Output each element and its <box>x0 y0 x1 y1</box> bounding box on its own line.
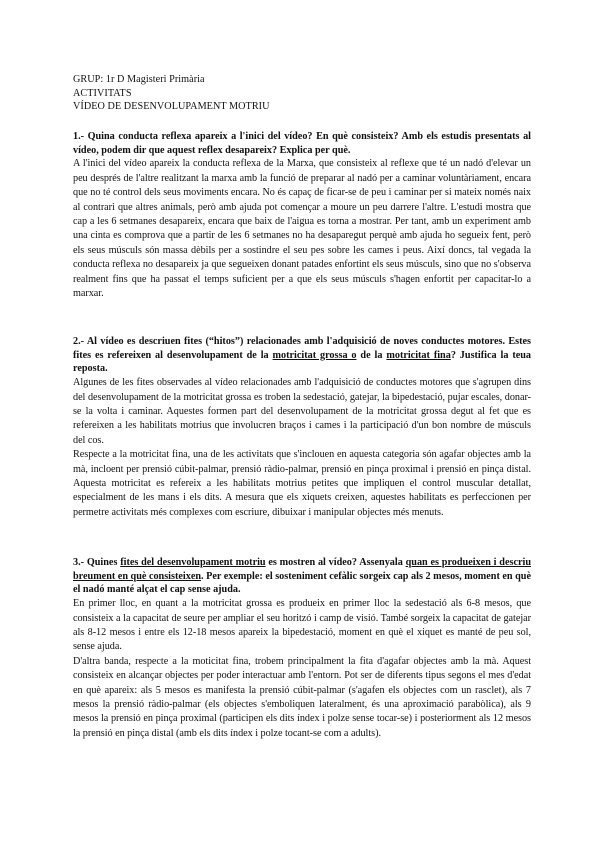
group-line: GRUP: 1r D Magisteri Primària <box>73 74 205 85</box>
document-header <box>73 73 533 114</box>
question-2-part1: 2.- Al vídeo es descriuen fites (“hitos”) relacionades amb l'adquisició de noves conductes motores. Estes fites es refereixen al desenvolupament de la <box>73 336 531 361</box>
answer-2-paragraph-2: Respecte a la motricitat fina, una de les activitats que s'inclouen en aquesta categoria són agafar objectes amb la mà, incloent per prensió cúbit-palmar, prensió ràdio-palmar, prensió en pinça proximal i prensió en pinça distal. Aquesta motricitat es refereix a les habilitats motrius petites que impliquen el control muscular detallat, especialment de les mans i els dits. A mesura que els xiquets creixen, aquestes habilitats es perfeccionen per permetre activitats més complexes com escriure, dibuixar i manipular objectes més menuts. <box>73 449 531 518</box>
question-2-section <box>73 335 531 520</box>
question-1-section <box>73 130 531 301</box>
question-2-underline-gross: motricitat grossa o <box>272 349 357 361</box>
question-1-text: 1.- Quina conducta reflexa apareix a l'inici del vídeo? En què consisteix? Amb els estudis presentats al vídeo, podem dir que aquest reflex desapareix? Explica per què. <box>73 131 531 156</box>
document-title: VÍDEO DE DESENVOLUPAMENT MOTRIU <box>73 101 270 113</box>
question-3-part2: es mostren al vídeo? Assenyala <box>265 557 406 568</box>
answer-3-paragraph-1: En primer lloc, en quant a la motricitat grossa es produeix en primer lloc la sedestació als 6-8 mesos, que consisteix a la capacitat de seure per ampliar el seu horitzó i camp de visió. També sorgeix la capacitat de gatejar als 8-12 mesos i entre els 12-18 mesos apareix la bipedestació, moment en què el xiquet es manté de peu sol, sense ajuda. <box>73 598 531 653</box>
answer-2-paragraph-1: Algunes de les fites observades al vídeo relacionades amb l'adquisició de conductes motores que s'agrupen dins del desenvolupament de la motricitat grossa es troben la sedestació, gatejar, la bipedestació, pujar escales, donar-se la volta i caminar. Aquestes formen part del desenvolupament de la motricitat grossa degut al fet que es refereixen a les habilitats motrius que involucren braços i cames i la participació d'un bon nombre de músculs del cos. <box>73 377 531 446</box>
question-3-section <box>73 556 531 741</box>
question-2-underline-fine: motricitat fina <box>386 349 451 361</box>
question-3-part3: . Per exemple: el sosteniment cefàlic sorgeix cap als 2 mesos, moment en què el nadó manté alçat el cap sense ajuda. <box>73 570 531 596</box>
question-3-part1: 3.- Quines <box>73 557 121 568</box>
question-2-text <box>73 335 531 376</box>
question-3-underline-milestones: fites del desenvolupament motriu <box>120 557 266 568</box>
answer-3-paragraph-2: D'altra banda, respecte a la moticitat fina, trobem principalment la fita d'agafar objectes amb la mà. Aquest consisteix en alcançar objectes per poder interactuar amb l'entorn. Pot ser de diferents tipus segons el mes d'edat en què apareix: als 5 mesos es manifesta la prensió cúbit-palmar (s'agafen els objectes com un rasclet), als 7 mesos la prensió ràdio-palmar (els objectes s'emboliquen lateralment, és una aproximació parabòlica), als 9 mesos la prensió en pinça proximal (participen els dits índex i polze sense tocar-se) i posteriorment als 12 mesos la prensió en pinça distal (amb els dits índex i polze tocant-se com a adults). <box>73 655 531 739</box>
question-2-part3: ? Justifica la teua reposta. <box>73 349 531 375</box>
activities-line: ACTIVITATS <box>73 87 132 99</box>
question-3-underline-when: quan es produeixen i descriu breument en què consisteixen <box>73 557 531 582</box>
answer-1-paragraph: A l'inici del vídeo apareix la conducta reflexa de la Marxa, que consisteix al reflexe que té un nadó d'elevar un peu després de l'altre realitzant la marxa amb la funció de preparar al nadó per a caminar voluntàriament, encara que no té control dels seus moviments encara. No és capaç de ficar-se de peu i caminar per si mateix només naix al contrari que altres animals, però amb ajuda pot començar a moure un peu darrere l'altre. L'estudi mostra que cap a les 6 setmanes desapareix, encara que baix de l'aigua es torna a mostrar. Per tant, amb un experiment amb una cinta es comprova que a partir de les 6 setmanes no ha desaparegut perquè amb ajuda ho segueix fent, però els seus músculs són massa dèbils per a sostindre el seu pes sobre les cames i peus. Així doncs, tal vegada la conducta reflexa no desapareix ja que segueixen donant patades enfortint els seus músculs, sino que no s'observa realment fins que ha passat el temps suficient per a que els seus músculs s'hagen enfortit per capacitar-lo a marxar. <box>73 158 531 300</box>
question-2-part2: de la <box>356 349 387 361</box>
question-3-text <box>73 556 531 597</box>
